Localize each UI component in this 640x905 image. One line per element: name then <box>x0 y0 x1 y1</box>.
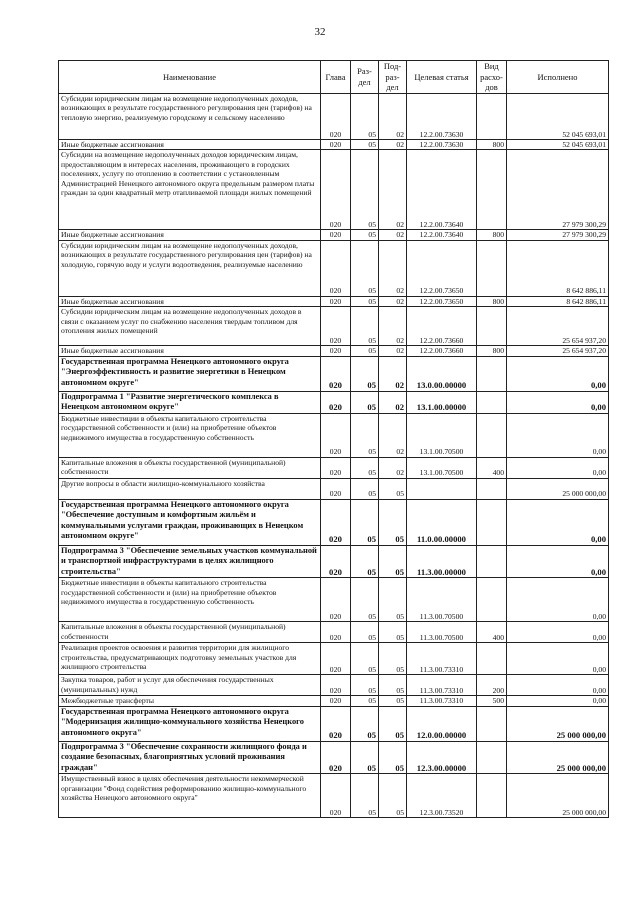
row-podrazdel: 05 <box>379 741 407 774</box>
row-glava: 020 <box>321 774 351 818</box>
row-expense-type <box>477 391 507 413</box>
row-target-article: 12.2.00.73660 <box>407 346 477 356</box>
row-podrazdel: 05 <box>379 478 407 499</box>
row-target-article: 13.1.00.70500 <box>407 457 477 478</box>
row-expense-type <box>477 545 507 578</box>
row-target-article: 12.0.00.00000 <box>407 706 477 741</box>
table-row <box>59 741 609 774</box>
table-row <box>59 545 609 578</box>
row-razdel: 05 <box>351 413 379 457</box>
row-razdel: 05 <box>351 675 379 696</box>
row-glava: 020 <box>321 94 351 140</box>
row-name: Иные бюджетные ассигнования <box>59 140 321 150</box>
row-glava: 020 <box>321 150 351 230</box>
row-podrazdel: 02 <box>379 296 407 306</box>
row-razdel: 05 <box>351 230 379 240</box>
table-row <box>59 356 609 391</box>
row-glava: 020 <box>321 675 351 696</box>
row-razdel: 05 <box>351 140 379 150</box>
row-executed-sum: 25 000 000,00 <box>507 774 609 818</box>
row-executed-sum: 0,00 <box>507 675 609 696</box>
row-razdel: 05 <box>351 499 379 545</box>
row-glava: 020 <box>321 346 351 356</box>
row-razdel: 05 <box>351 741 379 774</box>
row-razdel: 05 <box>351 356 379 391</box>
row-expense-type: 800 <box>477 140 507 150</box>
header-glava: Глава <box>321 61 351 94</box>
row-target-article: 12.2.00.73650 <box>407 296 477 306</box>
row-name: Подпрограмма 3 "Обеспечение земельных участков коммунальной и транспортной инфраструктурами в целях жилищного строительства" <box>59 545 321 578</box>
row-expense-type <box>477 150 507 230</box>
row-glava: 020 <box>321 545 351 578</box>
row-executed-sum: 0,00 <box>507 413 609 457</box>
row-podrazdel: 05 <box>379 622 407 643</box>
row-razdel: 05 <box>351 545 379 578</box>
row-podrazdel: 05 <box>379 696 407 706</box>
row-razdel: 05 <box>351 706 379 741</box>
table-row <box>59 240 609 296</box>
row-razdel: 05 <box>351 696 379 706</box>
row-executed-sum: 0,00 <box>507 457 609 478</box>
row-podrazdel: 02 <box>379 94 407 140</box>
row-target-article: 13.1.00.70500 <box>407 413 477 457</box>
row-razdel: 05 <box>351 578 379 622</box>
row-executed-sum: 0,00 <box>507 391 609 413</box>
row-name: Субсидии юридическим лицам на возмещение недополученных доходов, возникающих в результате государственного регулирования цен (тарифов) на тепловую энергию, реализуемую городскому и сельскому населению <box>59 94 321 140</box>
row-expense-type <box>477 356 507 391</box>
row-glava: 020 <box>321 356 351 391</box>
row-razdel: 05 <box>351 346 379 356</box>
row-razdel: 05 <box>351 774 379 818</box>
row-target-article: 11.3.00.70500 <box>407 622 477 643</box>
row-name: Субсидии юридическим лицам на возмещение недополученных доходов в связи с оказанием услуг по снабжению населения твердым топливом для отопления жилых помещений <box>59 307 321 346</box>
row-razdel: 05 <box>351 94 379 140</box>
row-expense-type <box>477 307 507 346</box>
page-number: 32 <box>314 26 326 38</box>
table-header-row <box>59 61 609 94</box>
row-executed-sum: 25 000 000,00 <box>507 706 609 741</box>
row-podrazdel: 02 <box>379 150 407 230</box>
row-glava: 020 <box>321 578 351 622</box>
row-glava: 020 <box>321 643 351 675</box>
row-target-article: 12.2.00.73640 <box>407 150 477 230</box>
row-glava: 020 <box>321 499 351 545</box>
row-podrazdel: 02 <box>379 391 407 413</box>
row-name: Реализация проектов освоения и развития территории для жилищного строительства, предусматривающих подготовку земельных участков для жилищного строительства <box>59 643 321 675</box>
row-razdel: 05 <box>351 391 379 413</box>
row-name: Имущественный взнос в целях обеспечения деятельности некоммерческой организации "Фонд содействия реформированию жилищно-коммунального хозяйства Ненецкого автономного округа" <box>59 774 321 818</box>
header-podrazdel: Под-раз-дел <box>379 61 407 94</box>
row-glava: 020 <box>321 391 351 413</box>
header-name: Наименование <box>59 61 321 94</box>
row-glava: 020 <box>321 622 351 643</box>
row-podrazdel: 05 <box>379 706 407 741</box>
row-executed-sum: 25 654 937,20 <box>507 307 609 346</box>
row-expense-type: 800 <box>477 346 507 356</box>
row-name: Капитальные вложения в объекты государственной (муниципальной) собственности <box>59 457 321 478</box>
row-podrazdel: 02 <box>379 457 407 478</box>
row-executed-sum: 0,00 <box>507 696 609 706</box>
row-expense-type: 500 <box>477 696 507 706</box>
row-expense-type <box>477 413 507 457</box>
row-podrazdel: 05 <box>379 499 407 545</box>
row-name: Межбюджетные трансферты <box>59 696 321 706</box>
row-name: Иные бюджетные ассигнования <box>59 296 321 306</box>
row-target-article: 11.3.00.73310 <box>407 696 477 706</box>
row-glava: 020 <box>321 413 351 457</box>
row-glava: 020 <box>321 296 351 306</box>
table-row <box>59 346 609 356</box>
row-expense-type <box>477 478 507 499</box>
row-razdel: 05 <box>351 296 379 306</box>
row-target-article: 12.2.00.73630 <box>407 140 477 150</box>
row-executed-sum: 25 654 937,20 <box>507 346 609 356</box>
row-podrazdel: 02 <box>379 240 407 296</box>
table-row <box>59 774 609 818</box>
row-name: Субсидии юридическим лицам на возмещение недополученных доходов, возникающих в результате государственного регулирования цен (тарифов) на холодную, горячую воду и услуги водоотведения, реализуемые населению <box>59 240 321 296</box>
row-name: Бюджетные инвестиции в объекты капитального строительства государственной собственности и (или) на приобретение объектов недвижимого имущества в государственную собственность <box>59 413 321 457</box>
row-target-article: 12.2.00.73630 <box>407 94 477 140</box>
table-row <box>59 675 609 696</box>
table-row <box>59 140 609 150</box>
row-expense-type <box>477 94 507 140</box>
row-glava: 020 <box>321 140 351 150</box>
row-glava: 020 <box>321 741 351 774</box>
row-razdel: 05 <box>351 457 379 478</box>
row-name: Государственная программа Ненецкого автономного округа "Энергоэффективность и развитие энергетики в Ненецком автономном округе" <box>59 356 321 391</box>
table-row <box>59 94 609 140</box>
row-name: Государственная программа Ненецкого автономного округа "Обеспечение доступным и комфортным жильём и коммунальными услугами граждан, проживающих в Ненецком автономном округе" <box>59 499 321 545</box>
row-podrazdel: 02 <box>379 413 407 457</box>
row-name: Закупка товаров, работ и услуг для обеспечения государственных (муниципальных) нужд <box>59 675 321 696</box>
row-glava: 020 <box>321 696 351 706</box>
row-name: Иные бюджетные ассигнования <box>59 346 321 356</box>
header-razdel: Раз-дел <box>351 61 379 94</box>
row-name: Подпрограмма 1 "Развитие энергетического комплекса в Ненецком автономном округе" <box>59 391 321 413</box>
header-target-article: Целевая статья <box>407 61 477 94</box>
row-executed-sum: 27 979 300,29 <box>507 230 609 240</box>
row-target-article <box>407 478 477 499</box>
row-executed-sum: 0,00 <box>507 499 609 545</box>
row-target-article: 11.3.00.73310 <box>407 675 477 696</box>
row-expense-type <box>477 741 507 774</box>
row-target-article: 11.0.00.00000 <box>407 499 477 545</box>
row-glava: 020 <box>321 240 351 296</box>
row-expense-type <box>477 643 507 675</box>
row-executed-sum: 8 642 886,11 <box>507 240 609 296</box>
row-name: Другие вопросы в области жилищно-коммунального хозяйства <box>59 478 321 499</box>
row-expense-type <box>477 240 507 296</box>
row-executed-sum: 27 979 300,29 <box>507 150 609 230</box>
table-row <box>59 696 609 706</box>
row-executed-sum: 0,00 <box>507 622 609 643</box>
row-target-article: 12.2.00.73660 <box>407 307 477 346</box>
row-executed-sum: 8 642 886,11 <box>507 296 609 306</box>
table-row <box>59 391 609 413</box>
row-podrazdel: 05 <box>379 643 407 675</box>
row-name: Бюджетные инвестиции в объекты капитального строительства государственной собственности и (или) на приобретение объектов недвижимого имущества в государственную собственность <box>59 578 321 622</box>
row-podrazdel: 05 <box>379 578 407 622</box>
header-executed: Исполнено <box>507 61 609 94</box>
row-expense-type: 200 <box>477 675 507 696</box>
row-expense-type <box>477 774 507 818</box>
table-row <box>59 150 609 230</box>
row-name: Капитальные вложения в объекты государственной (муниципальной) собственности <box>59 622 321 643</box>
row-podrazdel: 05 <box>379 545 407 578</box>
table-row <box>59 578 609 622</box>
row-expense-type: 800 <box>477 230 507 240</box>
row-expense-type: 800 <box>477 296 507 306</box>
row-razdel: 05 <box>351 643 379 675</box>
row-name: Подпрограмма 3 "Обеспечение сохранности жилищного фонда и создание безопасных, благоприятных условий проживания граждан" <box>59 741 321 774</box>
row-target-article: 12.3.00.00000 <box>407 741 477 774</box>
row-target-article: 13.1.00.00000 <box>407 391 477 413</box>
row-glava: 020 <box>321 307 351 346</box>
row-podrazdel: 02 <box>379 307 407 346</box>
table-row <box>59 457 609 478</box>
table-row <box>59 230 609 240</box>
row-target-article: 11.3.00.00000 <box>407 545 477 578</box>
row-executed-sum: 25 000 000,00 <box>507 478 609 499</box>
row-target-article: 12.3.00.73520 <box>407 774 477 818</box>
row-razdel: 05 <box>351 478 379 499</box>
row-expense-type <box>477 706 507 741</box>
table-row <box>59 499 609 545</box>
row-expense-type: 400 <box>477 622 507 643</box>
row-podrazdel: 05 <box>379 774 407 818</box>
budget-table <box>58 60 609 818</box>
table-row <box>59 413 609 457</box>
header-expense-type: Вид расхо-дов <box>477 61 507 94</box>
row-podrazdel: 02 <box>379 356 407 391</box>
table-row <box>59 478 609 499</box>
row-razdel: 05 <box>351 622 379 643</box>
row-podrazdel: 02 <box>379 230 407 240</box>
row-expense-type: 400 <box>477 457 507 478</box>
row-podrazdel: 02 <box>379 140 407 150</box>
row-target-article: 11.3.00.70500 <box>407 578 477 622</box>
row-target-article: 12.2.00.73640 <box>407 230 477 240</box>
row-glava: 020 <box>321 478 351 499</box>
table-row <box>59 307 609 346</box>
row-podrazdel: 05 <box>379 675 407 696</box>
row-executed-sum: 0,00 <box>507 643 609 675</box>
row-name: Иные бюджетные ассигнования <box>59 230 321 240</box>
row-glava: 020 <box>321 457 351 478</box>
table-row <box>59 643 609 675</box>
row-name: Государственная программа Ненецкого автономного округа "Модернизация жилищно-коммунального хозяйства Ненецкого автономного округа" <box>59 706 321 741</box>
row-razdel: 05 <box>351 150 379 230</box>
row-expense-type <box>477 499 507 545</box>
table-row <box>59 706 609 741</box>
table-row <box>59 296 609 306</box>
row-executed-sum: 0,00 <box>507 356 609 391</box>
row-target-article: 11.3.00.73310 <box>407 643 477 675</box>
table-body <box>59 94 609 818</box>
row-executed-sum: 25 000 000,00 <box>507 741 609 774</box>
row-executed-sum: 0,00 <box>507 578 609 622</box>
row-razdel: 05 <box>351 240 379 296</box>
row-target-article: 12.2.00.73650 <box>407 240 477 296</box>
row-podrazdel: 02 <box>379 346 407 356</box>
row-glava: 020 <box>321 230 351 240</box>
row-glava: 020 <box>321 706 351 741</box>
row-expense-type <box>477 578 507 622</box>
row-executed-sum: 52 045 693,01 <box>507 140 609 150</box>
row-razdel: 05 <box>351 307 379 346</box>
row-target-article: 13.0.00.00000 <box>407 356 477 391</box>
row-executed-sum: 52 045 693,01 <box>507 94 609 140</box>
row-name: Субсидии на возмещение недополученных доходов юридическим лицам, предоставляющим в интересах населения, проживающего в городских поселениях, услугу по отоплению в соответствии с установленным Администрацией Ненецкого автономного округа предельным размером платы граждан за один квадратный метр отапливаемой площади жилых помещений <box>59 150 321 230</box>
row-executed-sum: 0,00 <box>507 545 609 578</box>
table-row <box>59 622 609 643</box>
